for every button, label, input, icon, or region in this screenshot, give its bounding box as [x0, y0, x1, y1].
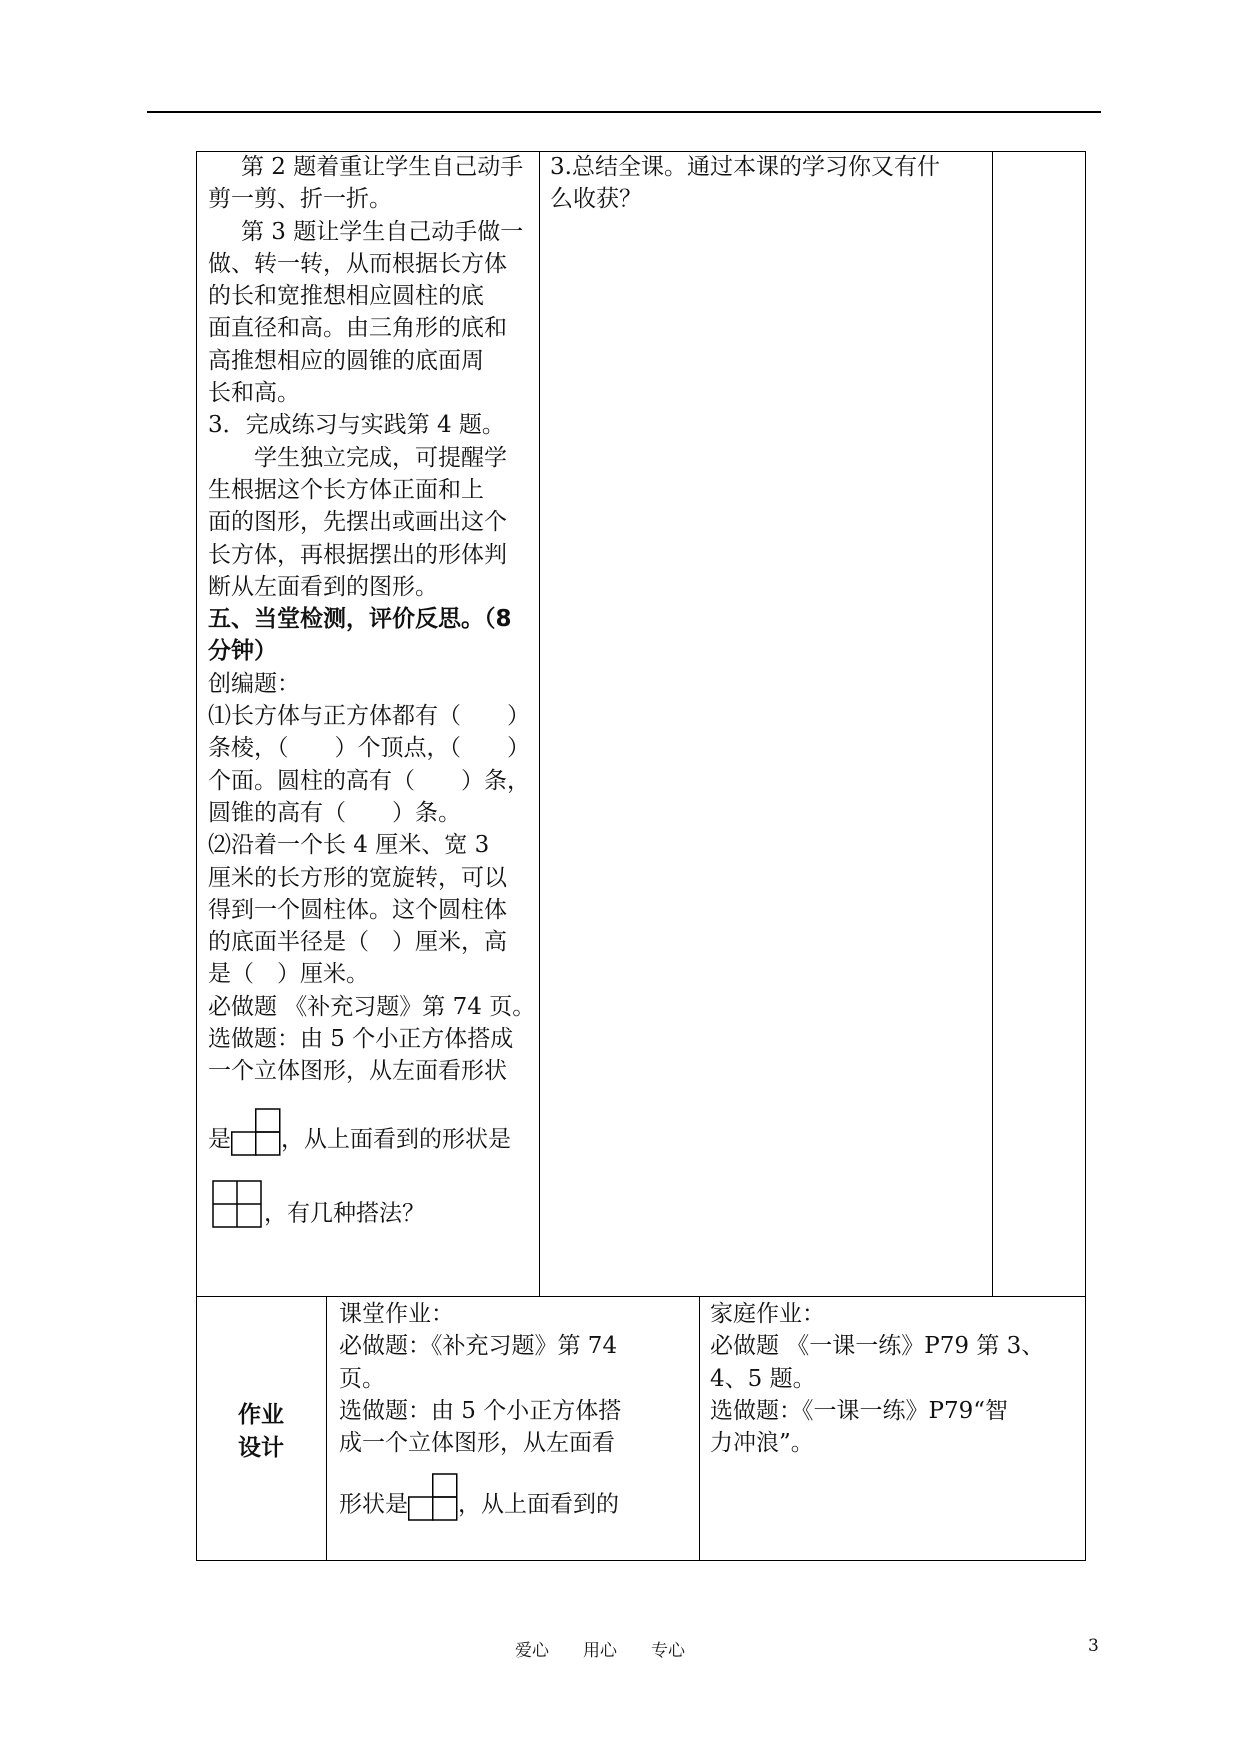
text-line: 页。	[339, 1365, 385, 1392]
text-line: 3．完成练习与实践第 4 题。	[208, 412, 505, 439]
row-divider	[196, 1296, 1086, 1297]
text-line: 课堂作业：	[339, 1301, 454, 1327]
col-divider-1	[539, 151, 540, 1296]
text-fragment: ，从上面看到的	[458, 1492, 619, 1519]
text-line: 面的图形，先摆出或画出这个	[208, 509, 507, 536]
text-line: 长方体，再根据摆出的形体判	[208, 541, 507, 568]
text-line: 的长和宽推想相应圆柱的底	[208, 283, 484, 310]
text-line: 学生独立完成，可提醒学	[254, 444, 507, 471]
label-line: 设计	[238, 1435, 284, 1461]
text-line: 是（ ）厘米。	[208, 961, 369, 988]
text-line: 选做题：《一课一练》P79“智	[710, 1397, 1009, 1424]
homework-divider-1	[326, 1296, 327, 1561]
text-line: ⑴长方体与正方体都有（ ）	[208, 703, 530, 730]
footer-motto: 爱心 用心 专心	[515, 1641, 685, 1661]
text-fragment: ，从上面看到的形状是	[281, 1126, 511, 1153]
text-line: 选做题：由 5 个小正方体搭	[339, 1397, 622, 1424]
text-line: 条棱，（ ）个顶点，（ ）	[208, 735, 530, 762]
text-line: 必做题 《一课一练》P79 第 3、	[710, 1333, 1045, 1360]
table-border-right	[1085, 151, 1086, 1561]
homework-design-label	[196, 1399, 326, 1465]
text-line: 圆锥的高有（ ）条。	[208, 799, 461, 826]
text-line: 厘米的长方形的宽旋转，可以	[208, 864, 507, 891]
text-fragment: 形状是	[339, 1492, 408, 1519]
table-border-left	[196, 151, 197, 1561]
section-heading: 五、当堂检测，评价反思。（8	[208, 606, 512, 633]
text-line: 断从左面看到的图形。	[208, 573, 438, 600]
text-line: 生根据这个长方体正面和上	[208, 476, 484, 503]
text-line: 第 3 题让学生自己动手做一	[241, 218, 524, 245]
page-number: 3	[1088, 1636, 1099, 1656]
text-line: 高推想相应的圆锥的底面周	[208, 347, 484, 374]
text-line: 剪一剪、折一折。	[208, 186, 392, 213]
text-line: 个面。圆柱的高有（ ）条，	[208, 767, 530, 794]
text-line: 3.总结全课。通过本课的学习你又有什	[550, 154, 940, 180]
label-line: 作业	[238, 1402, 284, 1428]
text-line: 4、5 题。	[710, 1365, 816, 1392]
text-line: 创编题：	[208, 670, 300, 697]
teaching-process-cell	[208, 151, 536, 1230]
text-line: 第 2 题着重让学生自己动手	[241, 154, 524, 180]
figure-line-left-view	[339, 1473, 697, 1521]
text-line: 么收获？	[550, 186, 642, 213]
text-line: 一个立体图形，从左面看形状	[208, 1058, 507, 1085]
text-line: 家庭作业：	[710, 1301, 825, 1327]
l-shape-figure-icon	[408, 1473, 458, 1521]
text-fragment: ，有几种搭法？	[264, 1200, 425, 1227]
classwork-cell	[339, 1298, 697, 1521]
text-fragment: 是	[208, 1126, 231, 1153]
text-line: 成一个立体图形，从左面看	[339, 1430, 615, 1457]
homework-divider-2	[699, 1296, 700, 1561]
text-line: 面直径和高。由三角形的底和	[208, 315, 507, 342]
home-assignment-cell	[710, 1298, 1080, 1459]
l-shape-figure-icon	[231, 1108, 281, 1156]
square-grid-figure-icon	[212, 1180, 264, 1230]
text-line: 做、转一转，从而根据长方体	[208, 250, 507, 277]
text-line: ⑵沿着一个长 4 厘米、宽 3	[208, 832, 490, 859]
text-line: 力冲浪”。	[710, 1430, 814, 1457]
section-heading: 分钟）	[208, 638, 277, 665]
text-line: 选做题：由 5 个小正方体搭成	[208, 1026, 514, 1053]
lesson-table	[196, 151, 1086, 1561]
text-line: 长和高。	[208, 380, 300, 407]
text-line: 必做题：《补充习题》第 74	[339, 1333, 618, 1360]
text-line: 得到一个圆柱体。这个圆柱体	[208, 896, 507, 923]
figure-line-top-view	[208, 1180, 536, 1230]
col-divider-2	[992, 151, 993, 1296]
student-activity-cell	[550, 151, 990, 216]
text-line: 的底面半径是（ ）厘米，高	[208, 929, 507, 956]
figure-line-left-view	[208, 1108, 536, 1156]
text-line: 必做题 《补充习题》第 74 页。	[208, 993, 536, 1020]
header-rule	[147, 111, 1101, 113]
table-border-bottom	[196, 1560, 1086, 1561]
